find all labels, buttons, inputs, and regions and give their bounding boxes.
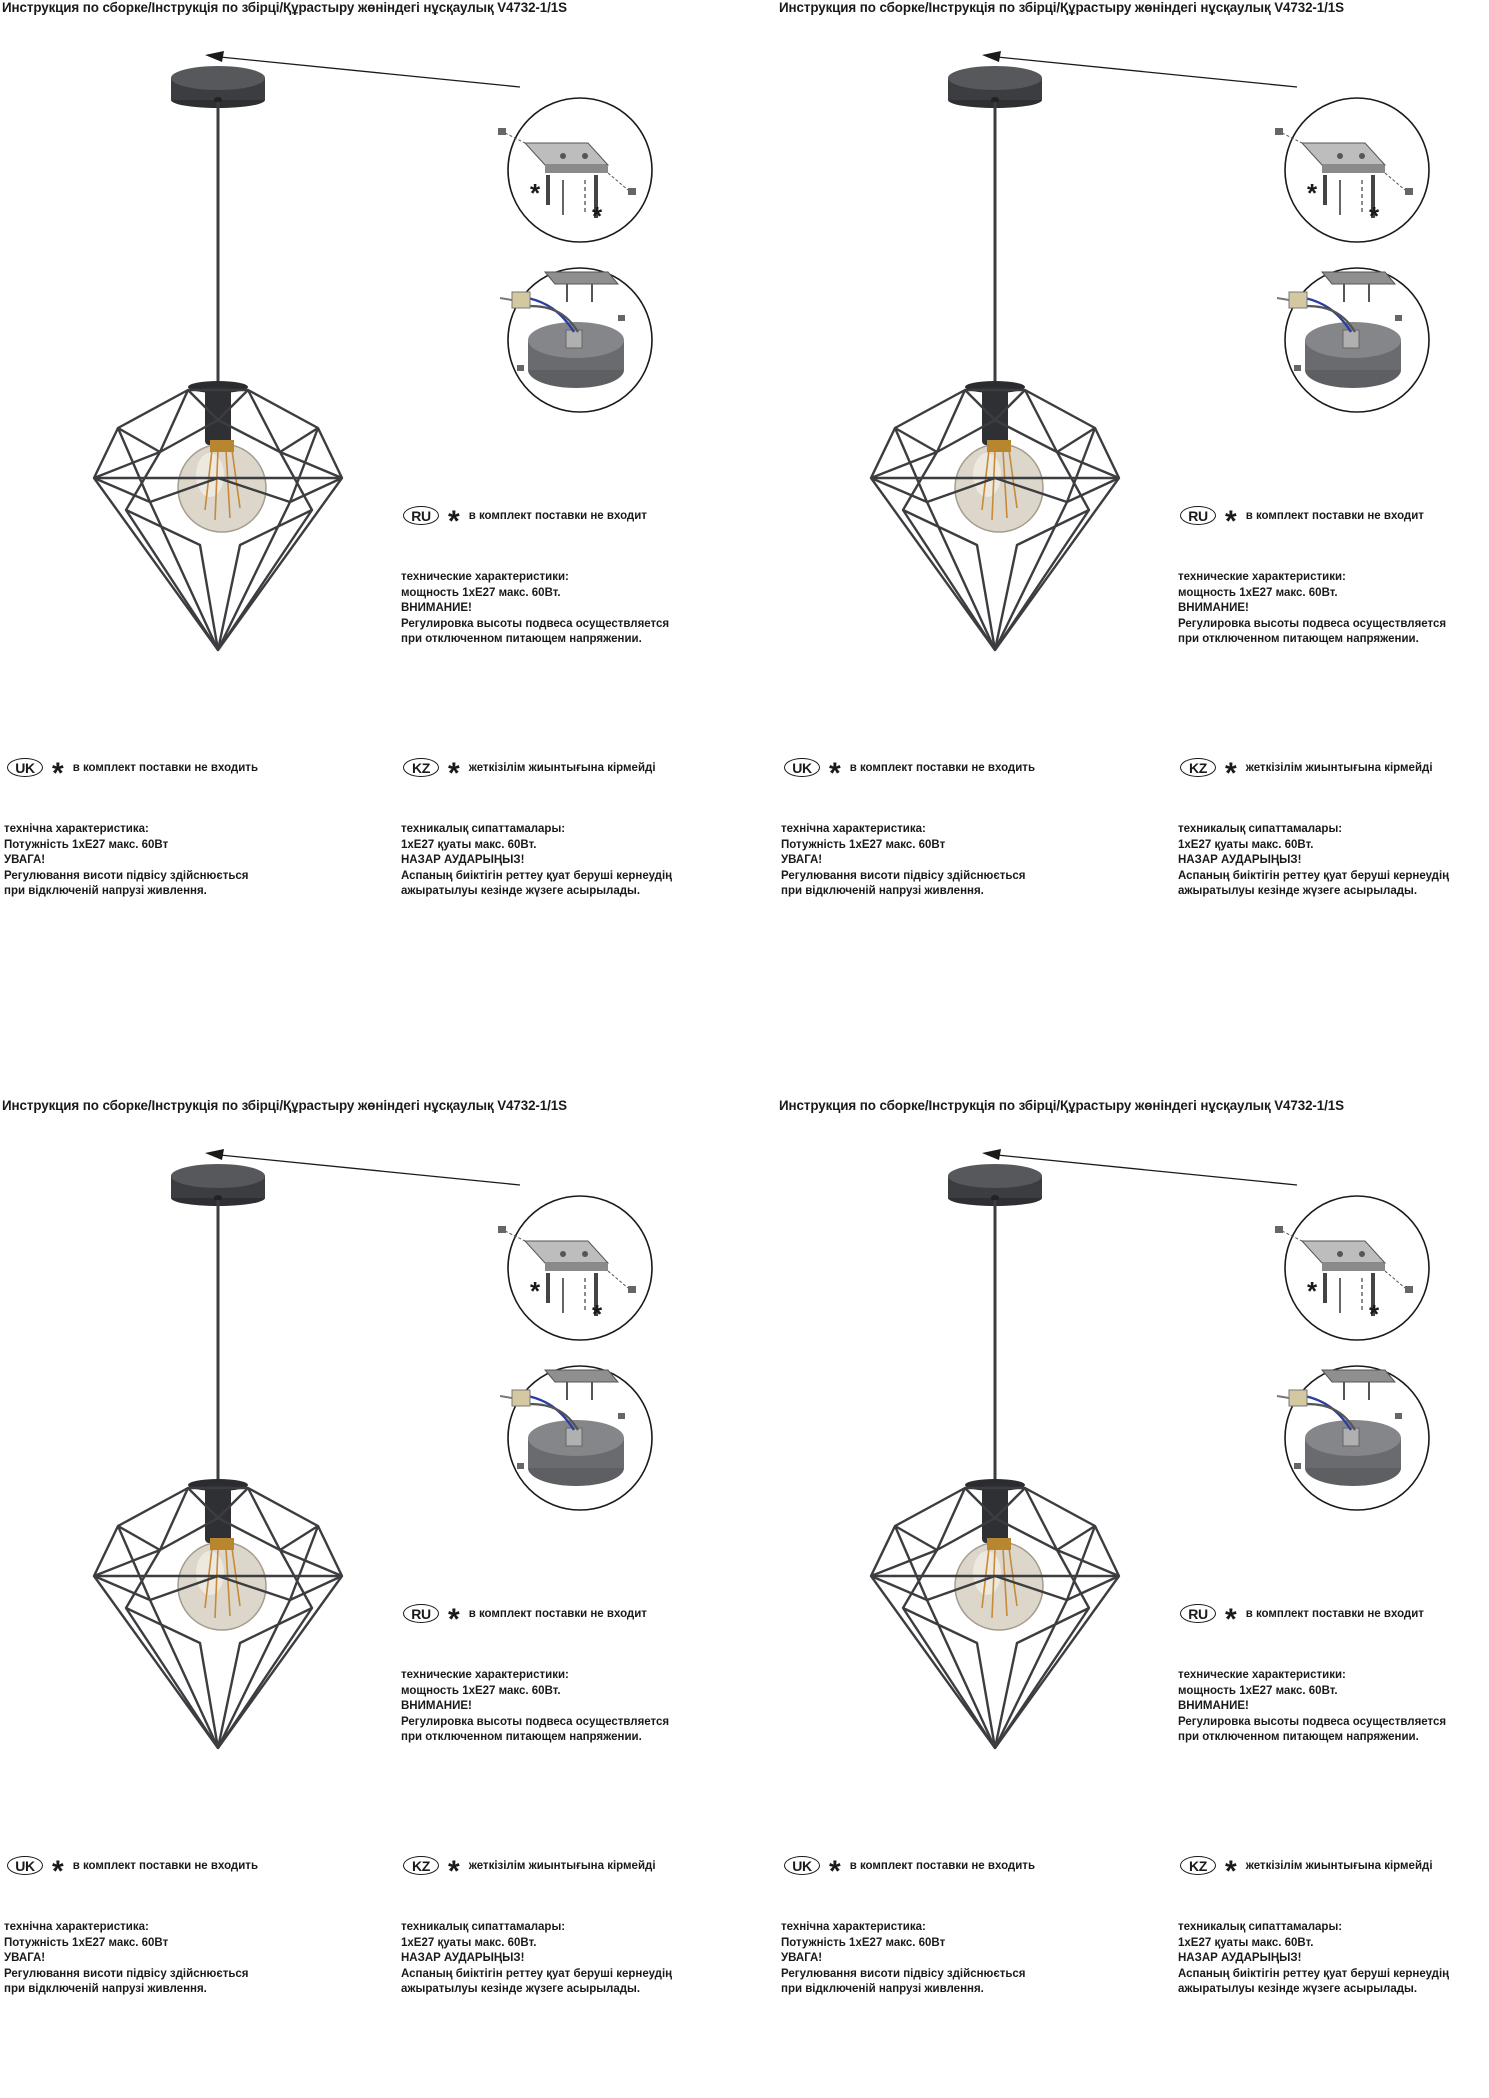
ru-specs <box>1178 570 1446 648</box>
ru-note: в комплект поставки не входит <box>1245 1607 1424 1620</box>
spec-line: 1хЕ27 қуаты макс. 60Вт. <box>401 1936 537 1949</box>
instruction-panel <box>777 0 1489 1000</box>
spec-line: при отключенном питающем напряжении. <box>1178 633 1419 645</box>
spec-line: технічна характеристика: <box>781 823 926 835</box>
ru-note: в комплект поставки не входит <box>1245 509 1424 522</box>
ru-badge: RU <box>1180 1604 1216 1623</box>
ceiling-canopy-icon <box>171 66 265 108</box>
svg-text:*: * <box>592 201 603 231</box>
spec-line: ажыратылуы кезінде жүзеге асырылады. <box>401 1983 641 1995</box>
asterisk-icon: * <box>52 1854 64 1888</box>
ru-specs <box>401 570 669 648</box>
spec-line: Регулировка высоты подвеса осуществляется <box>401 617 670 630</box>
spec-line: 1хЕ27 қуаты макс. 60Вт. <box>401 838 537 851</box>
wiring-detail-icon <box>1277 268 1429 412</box>
instruction-panel <box>0 0 744 1000</box>
kz-note: жеткізілім жиынтығына кірмейді <box>468 1859 656 1872</box>
svg-text:*: * <box>1369 201 1380 231</box>
instruction-title: Инструкция по сборке/Інструкція по збірці/Құрастыру жөніндегі нұсқаулық V4732-1/1S <box>779 0 1344 15</box>
svg-text:*: * <box>1369 1299 1380 1329</box>
spec-line: Потужність 1хЕ27 макс. 60Вт <box>781 1936 946 1949</box>
asterisk-icon: * <box>1225 504 1237 538</box>
spec-line: при отключенном питающем напряжении. <box>401 633 642 645</box>
spec-line: НАЗАР АУДАРЫҢЫЗ! <box>401 854 525 866</box>
instruction-panel <box>777 1098 1489 2098</box>
spec-line: НАЗАР АУДАРЫҢЫЗ! <box>401 1952 525 1964</box>
asterisk-icon: * <box>448 1854 460 1888</box>
wiring-detail-icon <box>500 268 652 412</box>
spec-line: ВНИМАНИЕ! <box>401 602 472 614</box>
spec-line: ажыратылуы кезінде жүзеге асырылады. <box>1178 885 1418 897</box>
ru-badge: RU <box>403 506 439 525</box>
asterisk-icon: * <box>1225 1602 1237 1636</box>
kz-note: жеткізілім жиынтығына кірмейді <box>1245 1859 1433 1872</box>
spec-line: мощность 1хЕ27 макс. 60Вт. <box>401 1684 561 1697</box>
spec-line: УВАГА! <box>781 1952 823 1964</box>
uk-note-row <box>7 1854 259 1888</box>
spec-line: УВАГА! <box>781 854 823 866</box>
ru-note-row <box>1180 504 1424 538</box>
kz-note-row <box>1180 756 1433 790</box>
spec-line: Регулировка высоты подвеса осуществляется <box>1178 617 1447 630</box>
asterisk-icon: * <box>448 756 460 790</box>
kz-badge: KZ <box>1180 1856 1216 1875</box>
svg-text:*: * <box>1307 1276 1318 1306</box>
bracket-detail-icon <box>1275 98 1429 242</box>
spec-line: 1хЕ27 қуаты макс. 60Вт. <box>1178 838 1314 851</box>
asterisk-icon: * <box>448 504 460 538</box>
ceiling-canopy-icon <box>948 1164 1042 1206</box>
spec-line: техникалық сипаттамалары: <box>1178 1921 1343 1933</box>
spec-line: Потужність 1хЕ27 макс. 60Вт <box>781 838 946 851</box>
spec-line: НАЗАР АУДАРЫҢЫЗ! <box>1178 1952 1302 1964</box>
spec-line: технические характеристики: <box>401 1669 569 1681</box>
uk-badge: UK <box>784 1856 820 1875</box>
asterisk-icon: * <box>52 756 64 790</box>
spec-line: УВАГА! <box>4 1952 46 1964</box>
wiring-detail-icon <box>500 1366 652 1510</box>
spec-line: 1хЕ27 қуаты макс. 60Вт. <box>1178 1936 1314 1949</box>
spec-line: Регулировка высоты подвеса осуществляется <box>401 1715 670 1728</box>
spec-line: ВНИМАНИЕ! <box>401 1700 472 1712</box>
uk-note: в комплект поставки не входить <box>72 761 259 774</box>
spec-line: при відключеній напрузі живлення. <box>4 1983 207 1995</box>
asterisk-icon: * <box>1225 1854 1237 1888</box>
spec-line: техникалық сипаттамалары: <box>401 1921 566 1933</box>
uk-specs <box>781 822 1026 900</box>
spec-line: техникалық сипаттамалары: <box>401 823 566 835</box>
ceiling-canopy-icon <box>171 1164 265 1206</box>
spec-line: ажыратылуы кезінде жүзеге асырылады. <box>401 885 641 897</box>
kz-specs <box>401 822 672 900</box>
kz-badge: KZ <box>403 1856 439 1875</box>
kz-note: жеткізілім жиынтығына кірмейді <box>1245 761 1433 774</box>
svg-text:*: * <box>530 178 541 208</box>
uk-note-row <box>784 1854 1036 1888</box>
svg-text:*: * <box>1307 178 1318 208</box>
kz-note-row <box>403 1854 656 1888</box>
ru-badge: RU <box>403 1604 439 1623</box>
ru-note: в комплект поставки не входит <box>468 509 647 522</box>
uk-badge: UK <box>7 758 43 777</box>
spec-line: при відключеній напрузі живлення. <box>4 885 207 897</box>
spec-line: мощность 1хЕ27 макс. 60Вт. <box>1178 586 1338 599</box>
spec-line: Регулировка высоты подвеса осуществляется <box>1178 1715 1447 1728</box>
spec-line: Аспаның биіктігін реттеу қуат беруші кернеудің <box>1178 1967 1450 1980</box>
spec-line: технические характеристики: <box>1178 571 1346 583</box>
bracket-detail-icon <box>498 98 652 242</box>
uk-specs <box>781 1920 1026 1998</box>
bulb-icon <box>178 1538 266 1630</box>
uk-note: в комплект поставки не входить <box>849 761 1036 774</box>
kz-badge: KZ <box>1180 758 1216 777</box>
svg-text:*: * <box>592 1299 603 1329</box>
asterisk-icon: * <box>829 1854 841 1888</box>
spec-line: технические характеристики: <box>401 571 569 583</box>
kz-note-row <box>1180 1854 1433 1888</box>
kz-note-row <box>403 756 656 790</box>
spec-line: технічна характеристика: <box>4 823 149 835</box>
uk-note: в комплект поставки не входить <box>72 1859 259 1872</box>
spec-line: технічна характеристика: <box>781 1921 926 1933</box>
ru-note-row <box>403 504 647 538</box>
kz-badge: KZ <box>403 758 439 777</box>
spec-line: ВНИМАНИЕ! <box>1178 602 1249 614</box>
spec-line: при отключенном питающем напряжении. <box>1178 1731 1419 1743</box>
kz-specs <box>401 1920 672 1998</box>
spec-line: Аспаның биіктігін реттеу қуат беруші кернеудің <box>1178 869 1450 882</box>
spec-line: мощность 1хЕ27 макс. 60Вт. <box>401 586 561 599</box>
uk-note-row <box>784 756 1036 790</box>
spec-line: Потужність 1хЕ27 макс. 60Вт <box>4 1936 169 1949</box>
bulb-icon <box>178 440 266 532</box>
bulb-icon <box>955 1538 1043 1630</box>
spec-line: мощность 1хЕ27 макс. 60Вт. <box>1178 1684 1338 1697</box>
svg-text:*: * <box>530 1276 541 1306</box>
instruction-panel <box>0 1098 744 2098</box>
spec-line: УВАГА! <box>4 854 46 866</box>
asterisk-icon: * <box>829 756 841 790</box>
wiring-detail-icon <box>1277 1366 1429 1510</box>
spec-line: Регулювання висоти підвісу здійснюється <box>4 869 249 882</box>
ru-specs <box>401 1668 669 1746</box>
ru-specs <box>1178 1668 1446 1746</box>
ru-note: в комплект поставки не входит <box>468 1607 647 1620</box>
kz-note: жеткізілім жиынтығына кірмейді <box>468 761 656 774</box>
spec-line: Регулювання висоти підвісу здійснюється <box>781 1967 1026 1980</box>
ru-badge: RU <box>1180 506 1216 525</box>
spec-line: техникалық сипаттамалары: <box>1178 823 1343 835</box>
spec-line: технічна характеристика: <box>4 1921 149 1933</box>
bracket-detail-icon <box>1275 1196 1429 1340</box>
asterisk-icon: * <box>1225 756 1237 790</box>
spec-line: Аспаның биіктігін реттеу қуат беруші кернеудің <box>401 869 673 882</box>
spec-line: Регулювання висоти підвісу здійснюється <box>781 869 1026 882</box>
asterisk-icon: * <box>448 1602 460 1636</box>
uk-badge: UK <box>784 758 820 777</box>
uk-note: в комплект поставки не входить <box>849 1859 1036 1872</box>
bulb-icon <box>955 440 1043 532</box>
uk-specs <box>4 822 249 900</box>
spec-line: Регулювання висоти підвісу здійснюється <box>4 1967 249 1980</box>
uk-specs <box>4 1920 249 1998</box>
ru-note-row <box>1180 1602 1424 1636</box>
instruction-title: Инструкция по сборке/Інструкція по збірці/Құрастыру жөніндегі нұсқаулық V4732-1/1S <box>2 1098 567 1113</box>
kz-specs <box>1178 822 1449 900</box>
spec-line: при відключеній напрузі живлення. <box>781 1983 984 1995</box>
kz-specs <box>1178 1920 1449 1998</box>
instruction-title: Инструкция по сборке/Інструкція по збірці/Құрастыру жөніндегі нұсқаулық V4732-1/1S <box>2 0 567 15</box>
spec-line: ажыратылуы кезінде жүзеге асырылады. <box>1178 1983 1418 1995</box>
uk-note-row <box>7 756 259 790</box>
spec-line: при отключенном питающем напряжении. <box>401 1731 642 1743</box>
spec-line: НАЗАР АУДАРЫҢЫЗ! <box>1178 854 1302 866</box>
bracket-detail-icon <box>498 1196 652 1340</box>
ru-note-row <box>403 1602 647 1636</box>
spec-line: Аспаның биіктігін реттеу қуат беруші кернеудің <box>401 1967 673 1980</box>
spec-line: технические характеристики: <box>1178 1669 1346 1681</box>
instruction-title: Инструкция по сборке/Інструкція по збірці/Құрастыру жөніндегі нұсқаулық V4732-1/1S <box>779 1098 1344 1113</box>
ceiling-canopy-icon <box>948 66 1042 108</box>
spec-line: ВНИМАНИЕ! <box>1178 1700 1249 1712</box>
spec-line: при відключеній напрузі живлення. <box>781 885 984 897</box>
spec-line: Потужність 1хЕ27 макс. 60Вт <box>4 838 169 851</box>
uk-badge: UK <box>7 1856 43 1875</box>
